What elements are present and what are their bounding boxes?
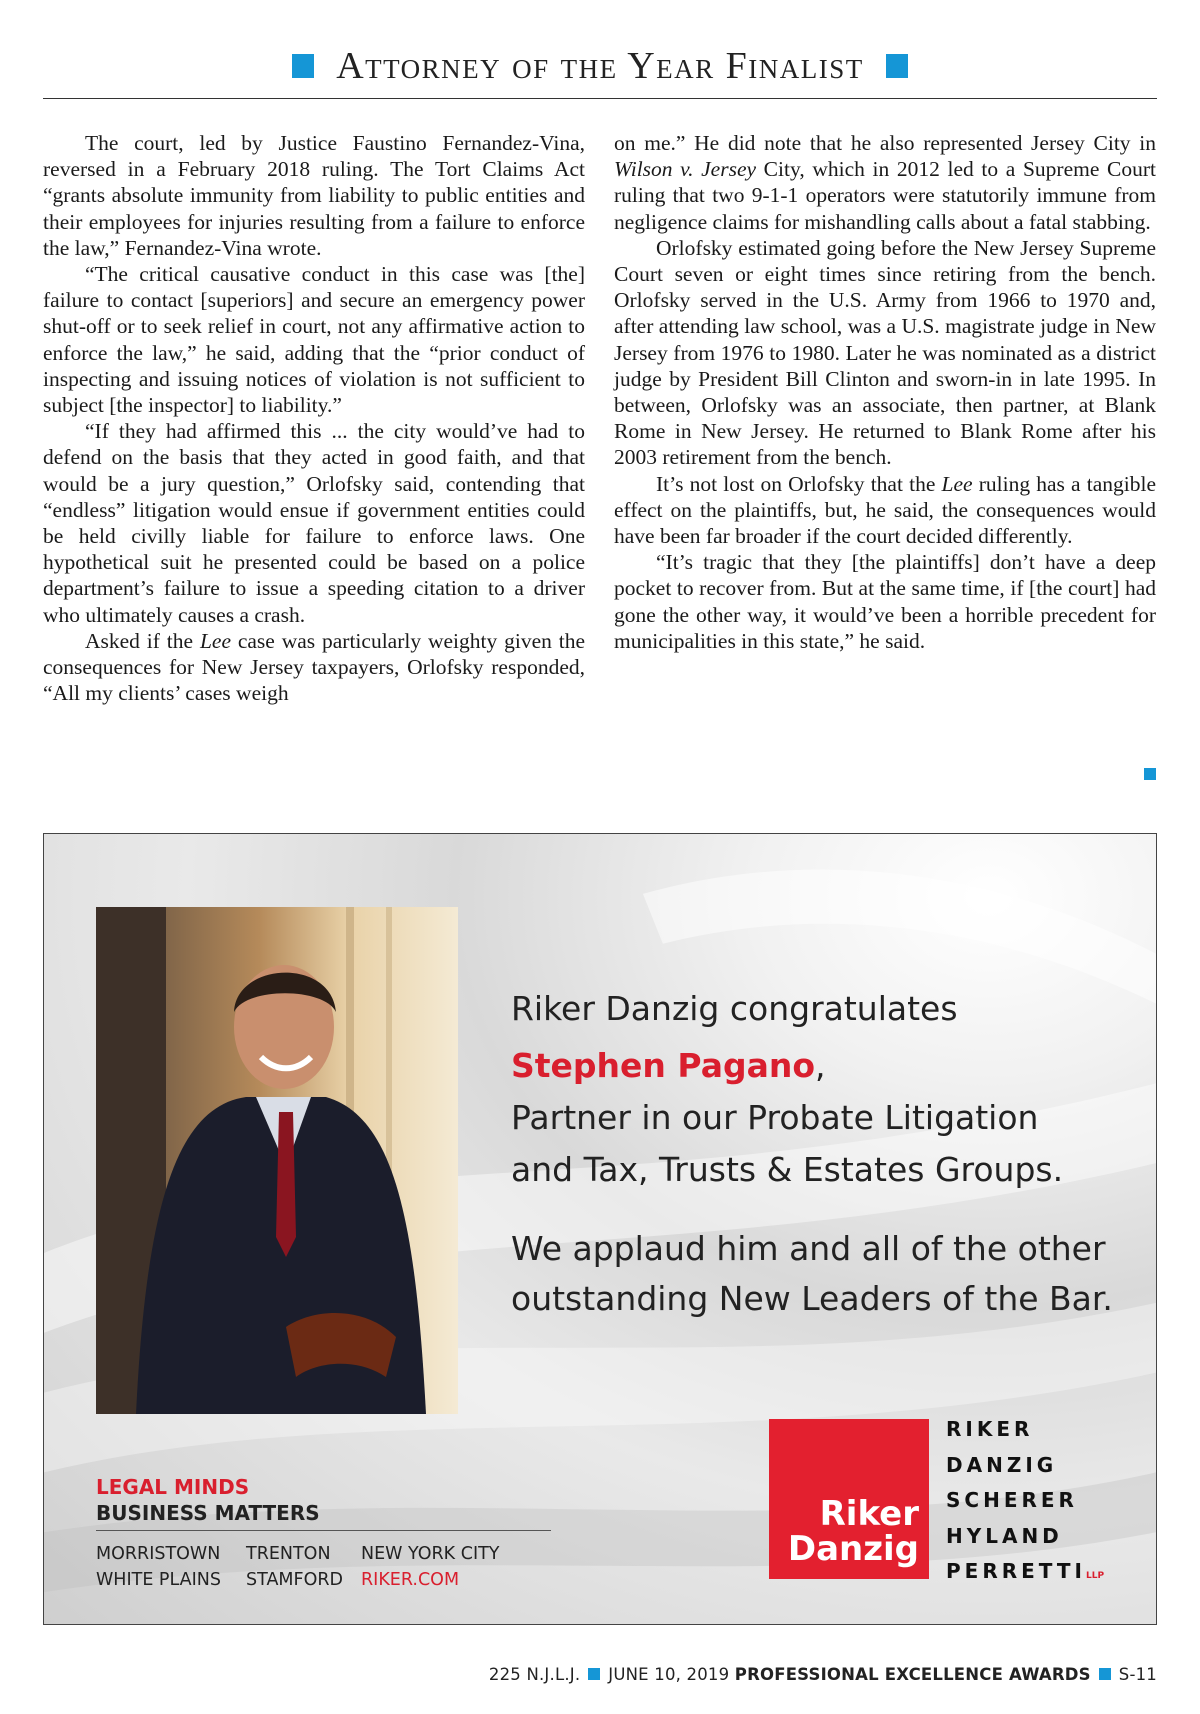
paragraph — [614, 471, 1156, 550]
firm-name-line: DANZIG — [946, 1452, 1058, 1477]
blue-square-icon — [886, 54, 908, 78]
firm-name-line: SCHERER — [946, 1488, 1078, 1512]
name-comma: , — [815, 1046, 826, 1085]
footer-citation: 225 N.J.L.J. — [488, 1665, 581, 1684]
paragraph-text: “The critical causative conduct in this case was [the] failure to contact [superiors] and secure an emergency power shut-off or to seek relief in court, not any affirmative action to enforce the law,” he said, adding that the “prior conduct of inspecting and issuing notices of violation is not sufficient to subject [the inspector] to liability.” — [43, 262, 585, 418]
firm-name-line: HYLAND — [946, 1523, 1063, 1548]
end-of-article-mark-icon — [1144, 768, 1156, 780]
honoree-name — [511, 1046, 826, 1085]
blue-square-icon — [292, 54, 314, 78]
page-footer — [489, 1665, 1157, 1684]
page-number: S-11 — [1118, 1665, 1157, 1684]
paragraph-text: Orlofsky estimated going before the New Jersey Supreme Court seven or eight times since retiring from the bench. Orlofsky served in the U.S. Army from 1966 to 1970 and, after attending law school, was a U.S. magistrate judge in New Jersey from 1976 to 1980. Later he was nominated as a district judge by President Bill Clinton and sworn-in in late 1995. In between, Orlofsky was an associate, then partner, at Blank Rome in New Jersey. He returned to Blank Rome after his 2003 retirement from the bench. — [614, 235, 1156, 470]
tagline-legal-minds: LEGAL MINDS — [96, 1475, 250, 1499]
firm-suffix: LLP — [1085, 1571, 1105, 1581]
paragraph-text: case was particularly weighty given the consequences for New Jersey taxpayers, Orlofsky responded, “All my clients’ cases weigh — [43, 628, 585, 706]
ad-divider — [96, 1530, 551, 1531]
paragraph-text: The court, led by Justice Faustino Fernandez-Vina, reversed in a February 2018 ruling. The Tort Claims Act “grants absolute immunity from liability to public entities and their employees for injuries resulting from a failure to enforce the law,” Fernandez-Vina wrote. — [43, 131, 585, 260]
firm-name-line — [946, 1554, 1104, 1595]
ad-applaud-line-1: We applaud him and all of the other — [511, 1229, 1106, 1268]
paragraph — [614, 549, 1156, 654]
header-title-row — [43, 44, 1157, 88]
ad-role-line-2: and Tax, Trusts & Estates Groups. — [511, 1150, 1064, 1189]
paragraph-text: “If they had affirmed this ... the city would’ve had to defend on the basis that they acted in good faith, and that would be a jury question,” Orlofsky said, contending that “endless” litigation would ensue if government entities could be held civilly liable for failure to enforce laws. One hypothetical suit he presented could be based on a police department’s failure to issue a speeding citation to a driver who ultimately causes a crash. — [43, 419, 585, 627]
paragraph — [614, 235, 1156, 471]
advertisement — [43, 833, 1157, 1625]
firm-name-stack — [946, 1412, 1104, 1595]
logo-line-1: Riker — [819, 1494, 919, 1534]
paragraph — [43, 261, 585, 418]
blue-square-icon — [1099, 1668, 1111, 1680]
office-location: WHITE PLAINS — [96, 1570, 221, 1590]
office-location: STAMFORD — [246, 1570, 343, 1590]
paragraph — [43, 130, 585, 261]
logo-line-2: Danzig — [787, 1529, 919, 1569]
office-row — [96, 1567, 499, 1593]
tagline-business-matters: BUSINESS MATTERS — [96, 1501, 320, 1525]
ad-congrats-line: Riker Danzig congratulates — [511, 989, 958, 1028]
article-column-left — [43, 130, 585, 706]
paragraph — [43, 418, 585, 628]
portrait-photo — [96, 907, 458, 1414]
footer-section: PROFESSIONAL EXCELLENCE AWARDS — [734, 1665, 1091, 1684]
firm-name-text: PERRETTI — [946, 1559, 1086, 1583]
paragraph-text: “It’s tragic that they [the plaintiffs] don’t have a deep pocket to recover from. But at the same time, if [the court] had gone the other way, it would’ve been a horrible precedent for municipalities in this state,” he said. — [614, 550, 1156, 653]
office-location: NEW YORK CITY — [361, 1544, 500, 1564]
paragraph-text: It’s not lost on Orlofsky that the — [656, 471, 942, 496]
ad-tagline — [96, 1474, 320, 1526]
office-location: MORRISTOWN — [96, 1544, 221, 1564]
ad-applaud-line-2: outstanding New Leaders of the Bar. — [511, 1279, 1113, 1318]
footer-date: JUNE 10, 2019 — [608, 1665, 730, 1684]
office-location: TRENTON — [246, 1544, 331, 1564]
paragraph — [43, 628, 585, 707]
attorney-portrait-image — [96, 907, 458, 1414]
ad-role-line-1: Partner in our Probate Litigation — [511, 1098, 1039, 1137]
paragraph-text: Asked if the — [85, 628, 200, 653]
case-name: Wilson v. Jersey — [614, 157, 757, 182]
office-row — [96, 1541, 499, 1567]
office-locations — [96, 1541, 499, 1593]
case-name: Lee — [941, 471, 973, 496]
paragraph-text: City, which in 2012 led to a Supreme Court ruling that two 9-1-1 operators were statutorily immune from negligence claims for mishandling calls about a fatal stabbing. — [614, 157, 1157, 234]
blue-square-icon — [588, 1668, 600, 1680]
paragraph — [614, 130, 1156, 235]
paragraph-text: ruling has a tangible effect on the plaintiffs, but, he said, the consequences would have been far broader if the court decided differently. — [614, 471, 1157, 549]
paragraph-text: on me.” He did note that he also represented Jersey City in — [614, 131, 1156, 155]
honoree-name-text: Stephen Pagano — [511, 1046, 816, 1085]
riker-danzig-logo — [769, 1419, 929, 1579]
page-header — [43, 38, 1157, 99]
firm-name-line: RIKER — [946, 1417, 1034, 1441]
case-name: Lee — [199, 628, 231, 653]
section-title: Attorney of the Year Finalist — [336, 45, 864, 87]
website-link[interactable]: RIKER.COM — [361, 1570, 460, 1590]
article-column-right — [614, 130, 1156, 654]
